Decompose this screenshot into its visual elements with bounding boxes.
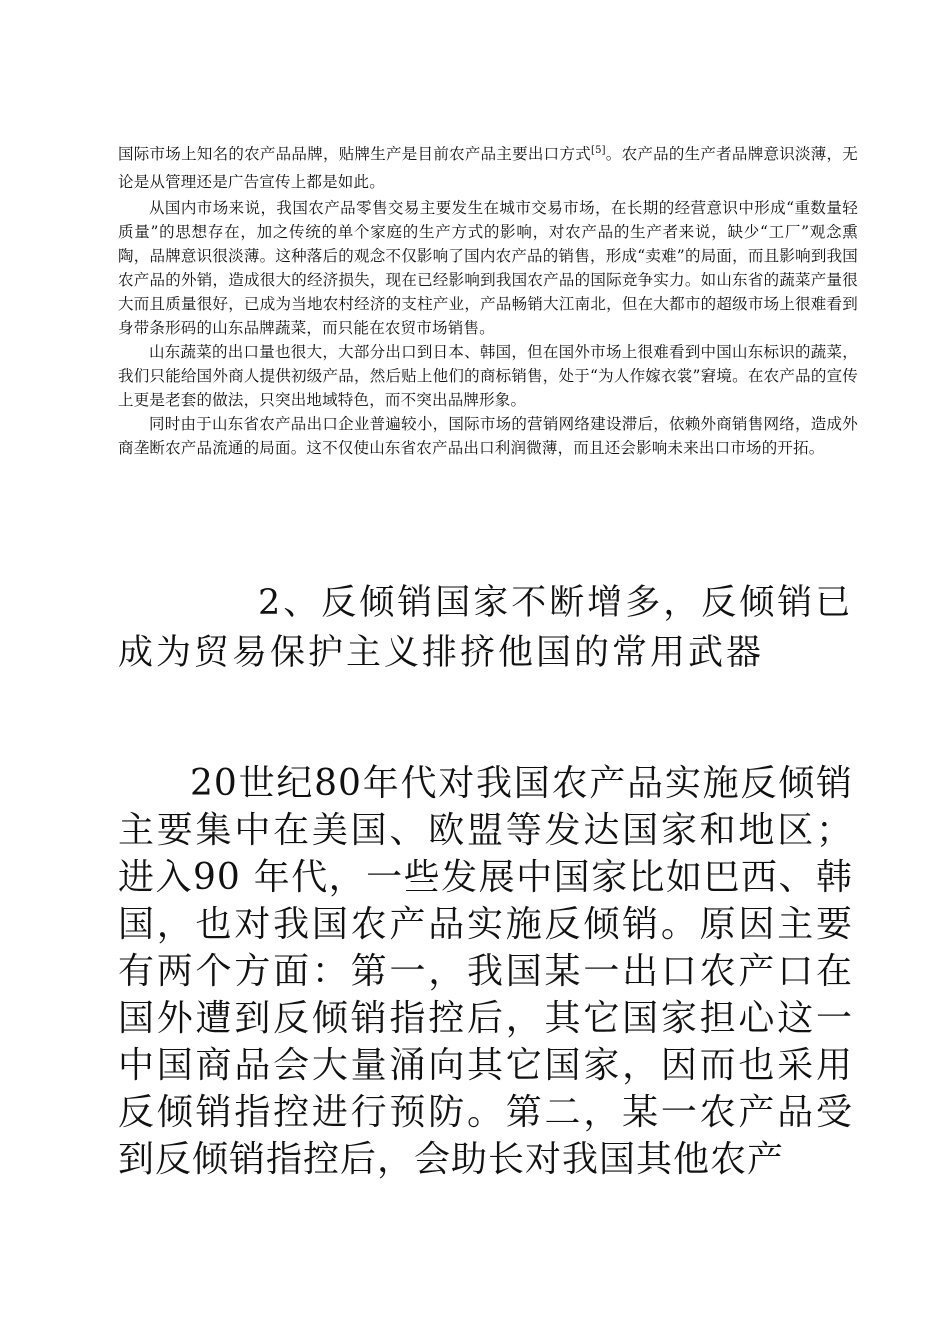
section-heading: 2、反倾销国家不断增多，反倾销已成为贸易保护主义排挤他国的常用武器 — [118, 583, 854, 673]
citation-reference[interactable]: [5] — [590, 144, 606, 156]
paragraph-shandong-vegetables: 山东蔬菜的出口量也很大，大部分出口到日本、韩国，但在国外市场上很难看到中国山东标识的蔬菜，我们只能给国外商人提供初级产品，然后贴上他们的商标销售，处于“为人作嫁衣裳”窘境。在农产品的宣传上更是老套的做法，只突出地域特色，而不突出品牌形象。 — [118, 343, 858, 409]
continuation-paragraph — [118, 140, 858, 196]
body-text-block — [118, 140, 858, 460]
section-body-paragraph: 20世纪80年代对我国农产品实施反倾销主要集中在美国、欧盟等发达国家和地区；进入90 年代，一些发展中国家比如巴西、韩国，也对我国农产品实施反倾销。原因主要有两个方面：第一，我国某一出口农产口在国外遭到反倾销指控后，其它国家担心这一中国商品会大量涌向其它国家，因而也采用反倾销指控进行预防。第二，某一农产品受到反倾销指控后，会助长对我国其他农产 — [118, 763, 853, 1180]
paragraph-domestic-market: 从国内市场来说，我国农产品零售交易主要发生在城市交易市场，在长期的经营意识中形成“重数量轻质量”的思想存在，加之传统的单个家庭的生产方式的影响，对农产品的生产者来说，缺少“工厂”观念熏陶，品牌意识很淡薄。这种落后的观念不仅影响了国内农产品的销售，形成“卖难”的局面，而且影响到我国农产品的外销，造成很大的经济损失，现在已经影响到我国农产品的国际竞争实力。如山东省的蔬菜产量很大而且质量很好，已成为当地农村经济的支柱产业，产品畅销大江南北，但在大都市的超级市场上很难看到身带条形码的山东品牌蔬菜，而只能在农贸市场销售。 — [118, 199, 858, 337]
continuation-text: 国际市场上知名的农产品品牌，贴牌生产是目前农产品主要出口方式 — [118, 145, 591, 163]
continuation-text-rest: 。农产品的生产者品牌意识淡薄，无论是从管理还是广告宣传上都是如此。 — [118, 145, 858, 191]
paragraph-export-enterprises: 同时由于山东省农产品出口企业普遍较小，国际市场的营销网络建设滞后，依赖外商销售网络，造成外商垄断农产品流通的局面。这不仅使山东省农产品出口利润微薄，而且还会影响未来出口市场的开拓。 — [118, 415, 858, 457]
